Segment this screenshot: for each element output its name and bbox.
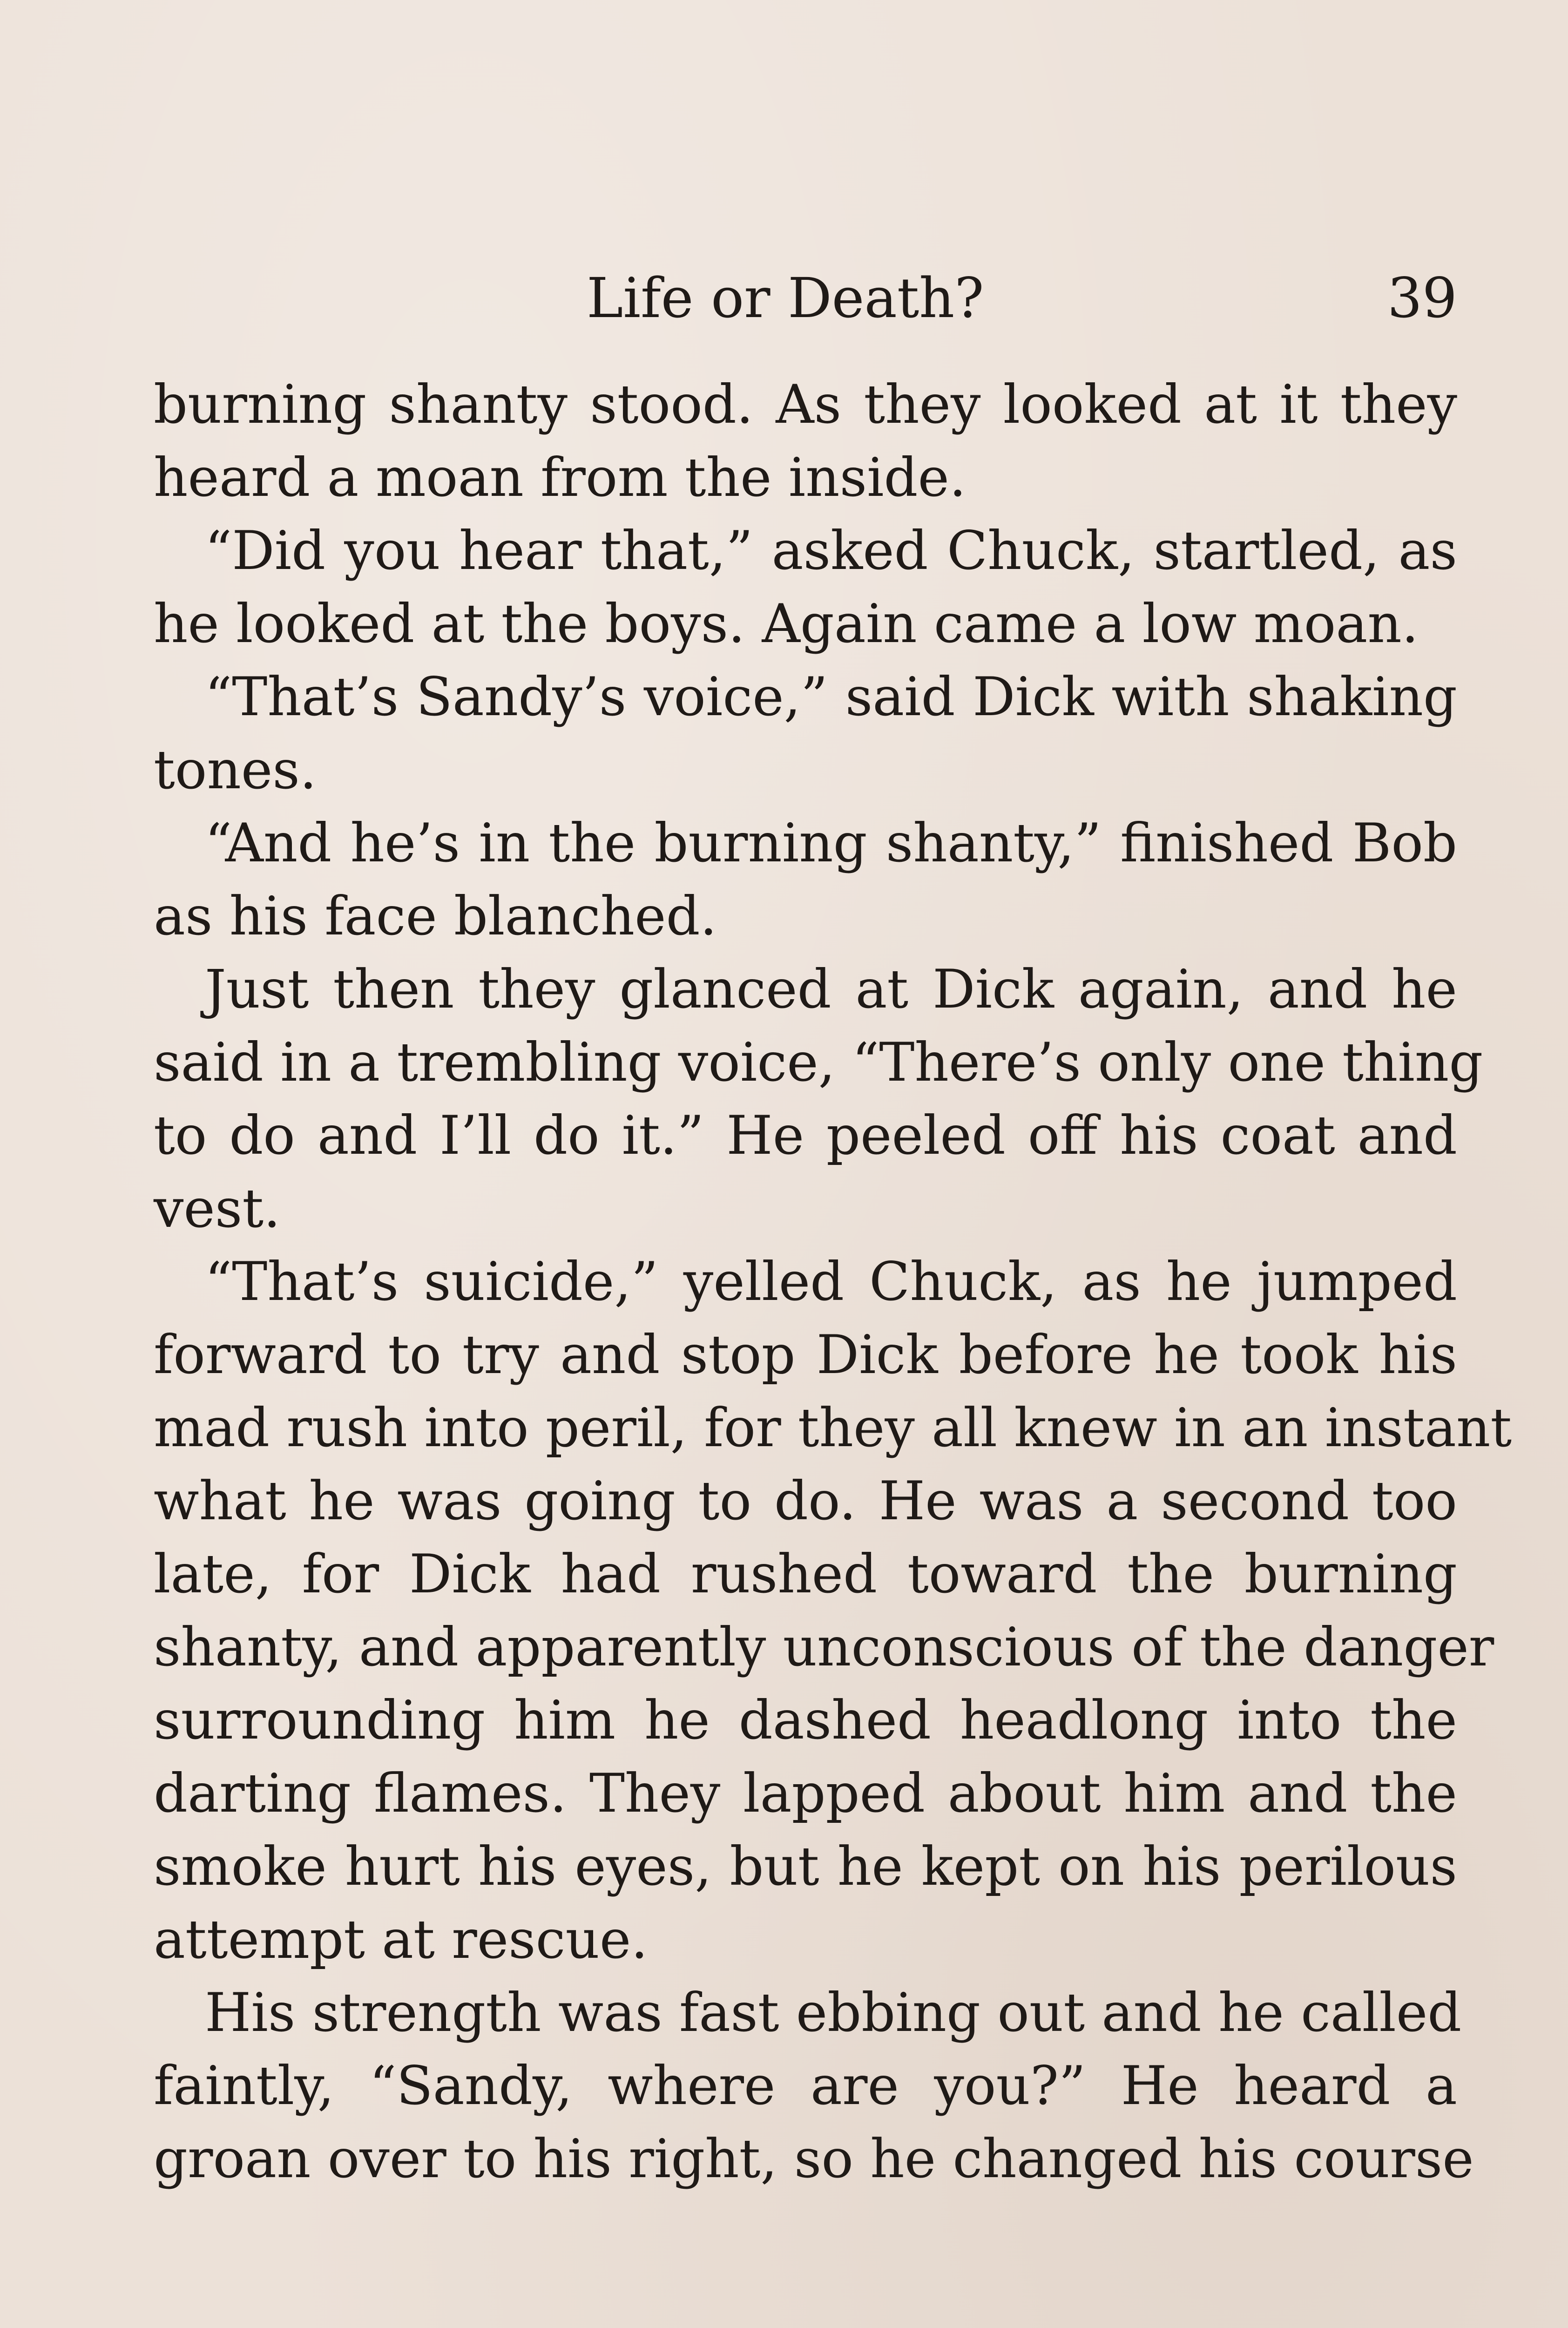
text-line: said in a trembling voice, “There’s only one thing [154, 1031, 1483, 1093]
body-text [154, 368, 1512, 2195]
text-line: smoke hurt his eyes, but he kept on his perilous [154, 1835, 1457, 1897]
text-line: groan over to his right, so he changed his course [154, 2128, 1474, 2190]
text-line: faintly, “Sandy, where are you?” He heard a [154, 2055, 1457, 2117]
text-line: late, for Dick had rushed toward the burning [154, 1543, 1457, 1605]
text-line: vest. [154, 1178, 281, 1239]
page-header [154, 261, 1457, 335]
running-title: Life or Death? [587, 266, 984, 330]
text-line: mad rush into peril, for they all knew in an instant [154, 1397, 1512, 1459]
text-line: burning shanty stood. As they looked at it they [154, 373, 1457, 435]
text-line: surrounding him he dashed headlong into the [154, 1689, 1457, 1751]
text-line: “That’s suicide,” yelled Chuck, as he jumped [205, 1251, 1457, 1313]
text-line: to do and I’ll do it.” He peeled off his coat and [154, 1104, 1457, 1166]
text-line: “And he’s in the burning shanty,” finished Bob [205, 812, 1457, 874]
text-line: as his face blanched. [154, 885, 717, 947]
text-line: forward to try and stop Dick before he took his [154, 1324, 1457, 1386]
text-line: shanty, and apparently unconscious of the danger [154, 1616, 1494, 1678]
text-line: darting flames. They lapped about him and the [154, 1762, 1457, 1824]
text-line: he looked at the boys. Again came a low moan. [154, 593, 1419, 655]
text-line: heard a moan from the inside. [154, 447, 966, 508]
text-line: His strength was fast ebbing out and he called [205, 1982, 1462, 2044]
text-line: “That’s Sandy’s voice,” said Dick with shaking [205, 666, 1457, 728]
text-line: Just then they glanced at Dick again, and he [205, 958, 1457, 1020]
text-line: tones. [154, 739, 317, 801]
text-line: what he was going to do. He was a second too [154, 1470, 1457, 1532]
text-line: “Did you hear that,” asked Chuck, startled, as [205, 520, 1457, 582]
page-number: 39 [1387, 266, 1457, 330]
text-line: attempt at rescue. [154, 1908, 648, 1970]
